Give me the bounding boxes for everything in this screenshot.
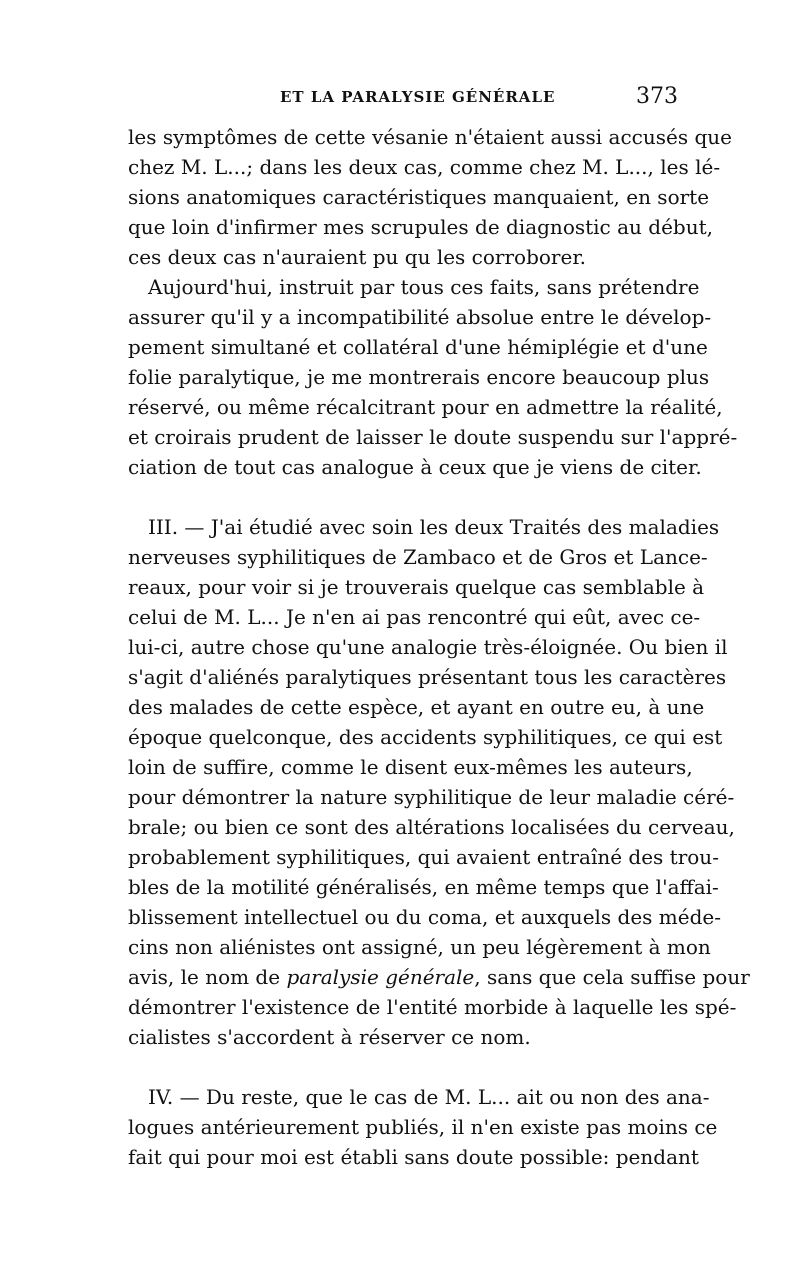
- text-line: celui de M. L... Je n'en ai pas rencontré qui eût, avec ce-: [128, 605, 701, 629]
- text-line: III. — J'ai étudié avec soin les deux Traités des maladies: [148, 515, 720, 539]
- running-head: [130, 84, 678, 114]
- text-line: lui-ci, autre chose qu'une analogie très-éloignée. Ou bien il: [128, 635, 728, 659]
- text-line: IV. — Du reste, que le cas de M. L... ait ou non des ana-: [148, 1085, 710, 1109]
- text-line: nerveuses syphilitiques de Zambaco et de Gros et Lance-: [128, 545, 708, 569]
- text-line: loin de suffire, comme le disent eux-mêmes les auteurs,: [128, 755, 693, 779]
- paragraph-3-section-iii: [128, 512, 750, 1052]
- text-line: cialistes s'accordent à réserver ce nom.: [128, 1025, 531, 1049]
- text-line: probablement syphilitiques, qui avaient entraîné des trou-: [128, 845, 719, 869]
- text-line-with-italic: avis, le nom de paralysie générale, sans que cela suffise pour: [128, 965, 750, 989]
- text-line: pement simultané et collatéral d'une hémiplégie et d'une: [128, 335, 708, 359]
- text-line: des malades de cette espèce, et ayant en outre eu, à une: [128, 695, 705, 719]
- text-line: fait qui pour moi est établi sans doute possible: pendant: [128, 1145, 699, 1169]
- text-line: cins non aliénistes ont assigné, un peu légèrement à mon: [128, 935, 711, 959]
- text-line: Aujourd'hui, instruit par tous ces faits, sans prétendre: [148, 275, 700, 299]
- italic-term: paralysie générale: [286, 965, 475, 989]
- text-line: pour démontrer la nature syphilitique de leur maladie céré-: [128, 785, 735, 809]
- text-line: chez M. L...; dans les deux cas, comme chez M. L..., les lé-: [128, 155, 721, 179]
- text-line: les symptômes de cette vésanie n'étaient aussi accusés que: [128, 125, 732, 149]
- section-gap: [128, 1052, 680, 1082]
- text-line: assurer qu'il y a incompatibilité absolue entre le dévelop-: [128, 305, 712, 329]
- text-line: ces deux cas n'auraient pu qu les corroborer.: [128, 245, 587, 269]
- text-line: que loin d'infirmer mes scrupules de diagnostic au début,: [128, 215, 713, 239]
- paragraph-1: [128, 122, 732, 272]
- text-line: bles de la motilité généralisés, en même temps que l'affai-: [128, 875, 719, 899]
- text-line: réservé, ou même récalcitrant pour en admettre la réalité,: [128, 395, 723, 419]
- text-line: brale; ou bien ce sont des altérations localisées du cerveau,: [128, 815, 735, 839]
- paragraph-4-section-iv: [128, 1082, 718, 1172]
- section-gap: [128, 482, 680, 512]
- text-line: reaux, pour voir si je trouverais quelque cas semblable à: [128, 575, 705, 599]
- text-line: ciation de tout cas analogue à ceux que je viens de citer.: [128, 455, 702, 479]
- page-number: 373: [636, 84, 678, 109]
- text-line: logues antérieurement publiés, il n'en existe pas moins ce: [128, 1115, 718, 1139]
- body-text: [128, 122, 750, 1172]
- text-line: blissement intellectuel ou du coma, et auxquels des méde-: [128, 905, 721, 929]
- text-line: et croirais prudent de laisser le doute suspendu sur l'appré-: [128, 425, 738, 449]
- text-line: sions anatomiques caractéristiques manquaient, en sorte: [128, 185, 710, 209]
- text-line: époque quelconque, des accidents syphilitiques, ce qui est: [128, 725, 723, 749]
- text-line: démontrer l'existence de l'entité morbide à laquelle les spé-: [128, 995, 737, 1019]
- paragraph-2: [128, 272, 738, 482]
- text-line: folie paralytique, je me montrerais encore beaucoup plus: [128, 365, 710, 389]
- running-title: ET LA PARALYSIE GÉNÉRALE: [280, 88, 556, 106]
- text-line: s'agit d'aliénés paralytiques présentant tous les caractères: [128, 665, 727, 689]
